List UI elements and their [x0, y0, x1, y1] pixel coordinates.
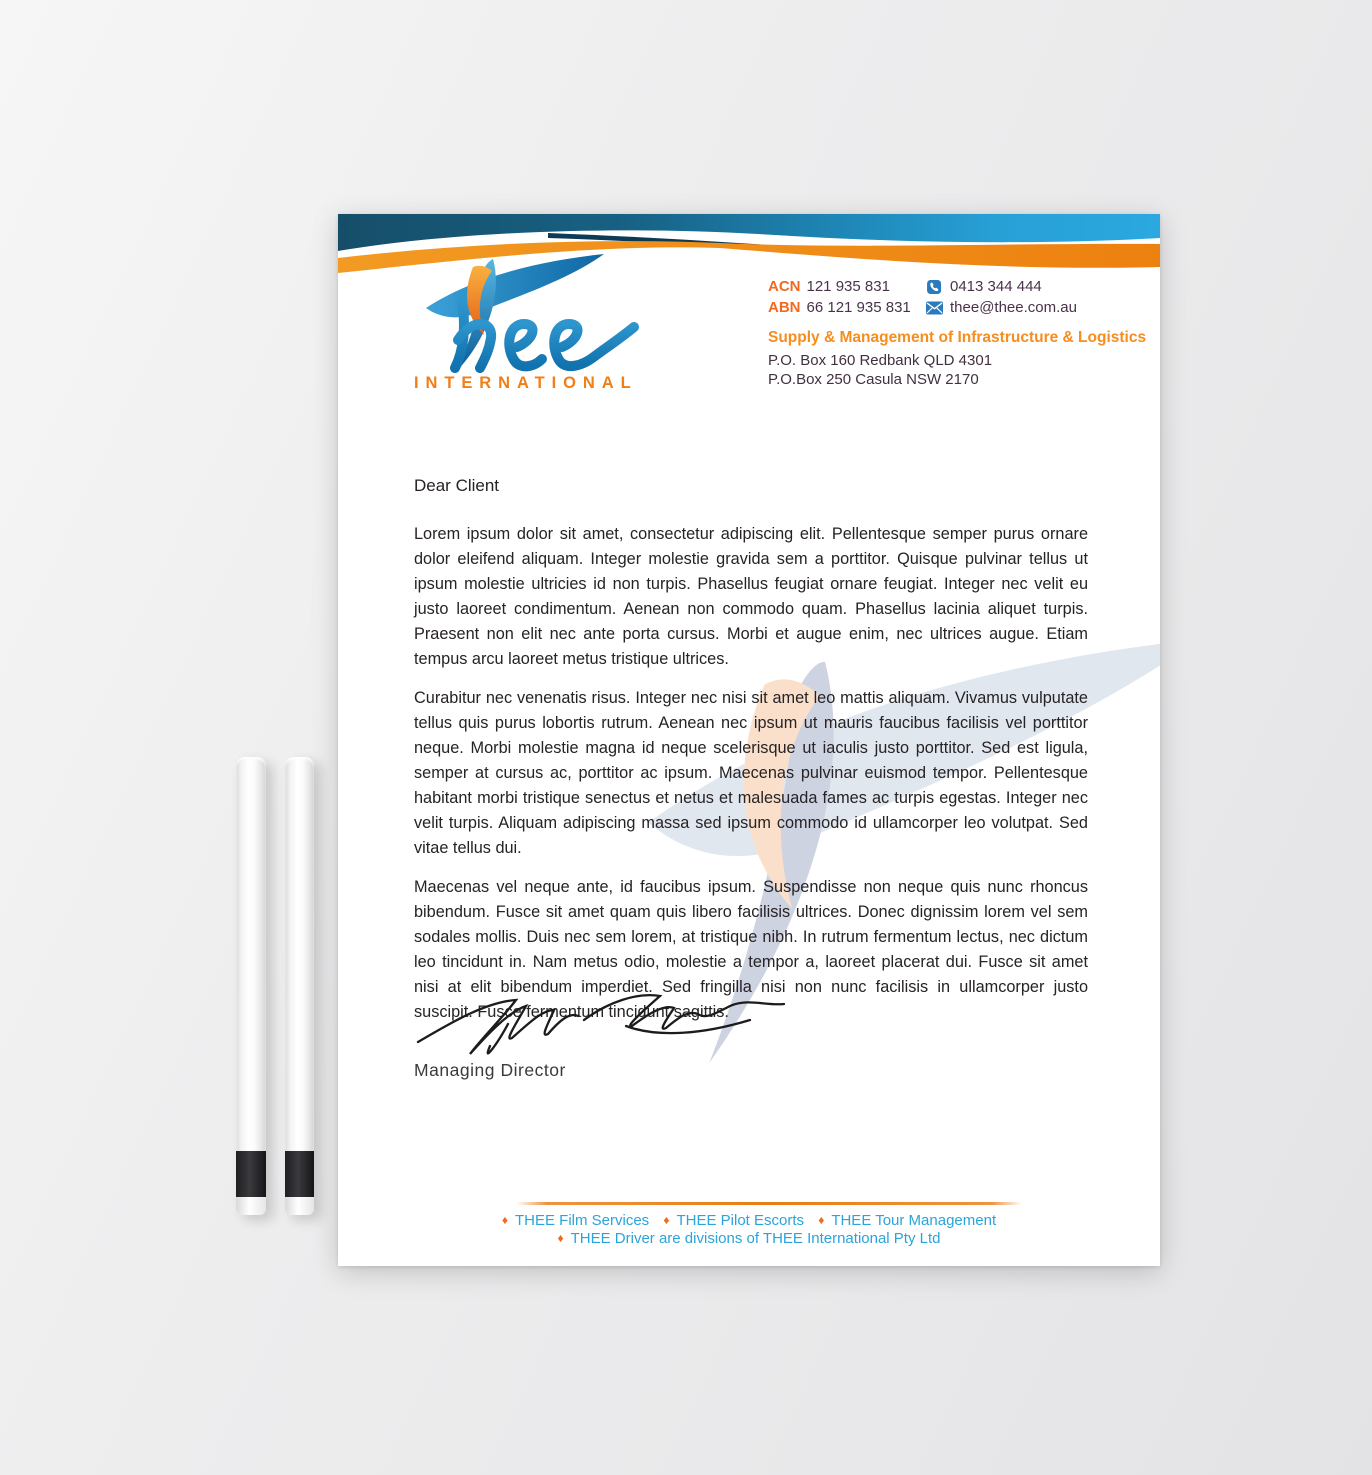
logo-subtitle: INTERNATIONAL [414, 374, 638, 392]
footer-row-1 [338, 1212, 1160, 1229]
email-icon [926, 301, 943, 315]
thee-logo [396, 254, 656, 392]
diamond-bullet-icon: ♦ [818, 1213, 825, 1227]
acn-row [768, 278, 926, 295]
diamond-bullet-icon: ♦ [501, 1213, 508, 1227]
pen-grip-band [285, 1151, 314, 1197]
letter-body [414, 476, 1088, 1039]
diamond-bullet-icon: ♦ [557, 1231, 564, 1245]
footer-item [502, 1212, 649, 1229]
footer-item-label: THEE Pilot Escorts [676, 1212, 805, 1229]
letter-paragraph: Curabitur nec venenatis risus. Integer nec nisi sit amet leo mattis aliquam. Vivamus vulputate tellus quis purus lobortis rutrum. Aenean nec ipsum ut mauris faucibus facilisis vel porttitor neque. Morbi molestie magna id neque scelerisque ut iaculis justo porttitor. Sed est ligula, semper at cursus ac, porttitor ac ipsum. Maecenas pulvinar euismod tempor. Pellentesque habitant morbi tristique senectus et netus et malesuada fames ac turpis egestas. Integer nec velit turpis. Aliquam adipiscing massa sed ipsum commodo id ullamcorper leo volutpat. Sed vitae tellus dui. [414, 689, 1088, 857]
contact-block [768, 278, 1148, 389]
abn-label: ABN [768, 299, 801, 316]
phone-number: 0413 344 444 [950, 278, 1042, 295]
phone-icon [926, 280, 943, 294]
footer-item [558, 1230, 941, 1247]
thee-logo-mark-icon [396, 254, 646, 374]
footer-item-label: THEE Tour Management [831, 1212, 997, 1229]
abn-value: 66 121 935 831 [806, 299, 911, 316]
pen-tip [236, 1197, 266, 1215]
footer [338, 1212, 1160, 1248]
abn-row [768, 299, 926, 316]
pen-tip [285, 1197, 314, 1215]
signature [412, 980, 792, 1066]
email-address: thee@thee.com.au [950, 299, 1077, 316]
footer-item-label: THEE Driver are divisions of THEE International Pty Ltd [570, 1230, 941, 1247]
footer-item [663, 1212, 804, 1229]
pen-grip-band [236, 1151, 266, 1197]
letter-paragraph: Lorem ipsum dolor sit amet, consectetur adipiscing elit. Pellentesque semper purus ornare dolor eleifend aliquam. Integer molestie gravida sem a porttitor. Quisque pulvinar tellus ut ipsum molestie ultricies id non turpis. Phasellus feugiat ornare feugiat. Integer nec velit eu justo laoreet condimentum. Aenean non commodo quam. Phasellus lacinia aliquet turpis. Praesent non elit nec ante porta cursus. Morbi et augue enim, nec ultrices augue. Etiam tempus arcu laoreet metus tristique ultrices. [414, 525, 1088, 668]
footer-item [818, 1212, 996, 1229]
salutation: Dear Client [414, 476, 500, 495]
address-line-2: P.O.Box 250 Casula NSW 2170 [768, 371, 979, 388]
email-row [926, 299, 1148, 316]
acn-value: 121 935 831 [806, 278, 890, 295]
footer-item-label: THEE Film Services [515, 1212, 650, 1229]
pen [285, 757, 314, 1215]
acn-label: ACN [768, 278, 801, 295]
footer-row-2 [338, 1230, 1160, 1247]
footer-divider-line [516, 1202, 1022, 1205]
company-tagline: Supply & Management of Infrastructure & Logistics [768, 329, 1147, 346]
signoff-title: Managing Director [414, 1060, 566, 1080]
address-line-1: P.O. Box 160 Redbank QLD 4301 [768, 352, 993, 369]
diamond-bullet-icon: ♦ [663, 1213, 670, 1227]
letterhead-page [338, 214, 1160, 1266]
letter-paragraph: Maecenas vel neque ante, id faucibus ipsum. Suspendisse non neque quis nunc rhoncus bibendum. Fusce sit amet quam quis libero facilisis ultrices. Donec dignissim lorem vel sem sodales mollis. Duis nec sem lorem, at tristique nibh. In rutrum fermentum lectus, nec dictum leo tincidunt in. Nam metus odio, molestie a tempor a, laoreet placerat dui. Fusce sit amet nisi at elit bibendum imperdiet. Sed fringilla nisi non nunc facilisis in ullamcorper justo suscipit. Fusce fermentum tincidunt sagittis. [414, 878, 1088, 1021]
phone-row [926, 278, 1148, 295]
pen [236, 757, 266, 1215]
